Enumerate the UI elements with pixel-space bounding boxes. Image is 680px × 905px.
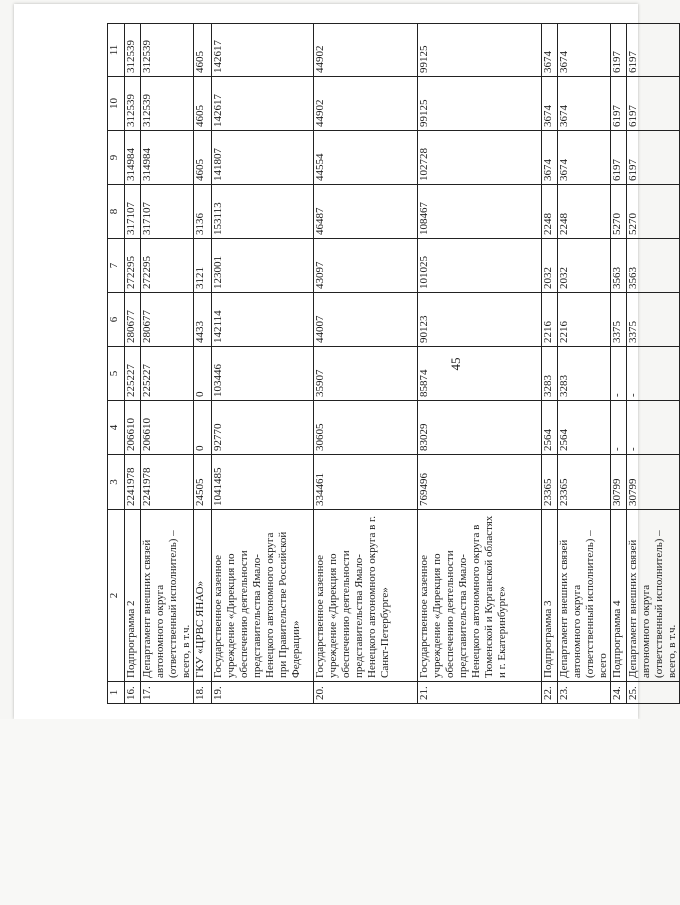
- value-cell: 153113: [212, 185, 314, 239]
- value-cell: 312539: [141, 24, 194, 77]
- header-cell: 1: [108, 682, 125, 704]
- value-cell: 102728: [418, 131, 542, 185]
- value-cell: -: [611, 347, 627, 401]
- value-cell: 280677: [141, 293, 194, 347]
- value-cell: 5270: [611, 185, 627, 239]
- value-cell: 0: [194, 401, 212, 455]
- value-cell: 2241978: [141, 455, 194, 510]
- row-number: 17.: [141, 682, 194, 704]
- header-cell: 2: [108, 510, 125, 682]
- value-cell: 3563: [611, 239, 627, 293]
- value-cell: -: [611, 401, 627, 455]
- value-cell: 6197: [611, 24, 627, 77]
- header-cell: 7: [108, 239, 125, 293]
- value-cell: 314984: [125, 131, 141, 185]
- document-page: [14, 4, 678, 719]
- value-cell: 6197: [627, 24, 680, 77]
- value-cell: 317107: [125, 185, 141, 239]
- header-cell: 11: [108, 24, 125, 77]
- row-name: Департамент внешних связей автономного округа (ответственный исполнитель) – всего: [558, 510, 611, 682]
- value-cell: 35907: [314, 347, 418, 401]
- header-cell: 3: [108, 455, 125, 510]
- row-name: Департамент внешних связей автономного округа (ответственный исполнитель) – всего, в т.ч.: [141, 510, 194, 682]
- table-row: [542, 24, 558, 704]
- value-cell: 0: [194, 347, 212, 401]
- rotated-table-wrapper: [107, 24, 678, 704]
- value-cell: 2032: [558, 239, 611, 293]
- value-cell: 2564: [542, 401, 558, 455]
- value-cell: 30799: [627, 455, 680, 510]
- value-cell: -: [627, 347, 680, 401]
- value-cell: 6197: [611, 77, 627, 131]
- value-cell: 3375: [611, 293, 627, 347]
- header-cell: 9: [108, 131, 125, 185]
- row-name: Государственное казенное учреждение «Дирекция по обеспечению деятельности представительства Ямало-Ненецкого автономного округа в Тюменской и Курганской областях и г. Екатеринбурге»: [418, 510, 542, 682]
- value-cell: 141807: [212, 131, 314, 185]
- value-cell: 3674: [542, 77, 558, 131]
- table-row: [627, 24, 680, 704]
- table-header-row: [108, 24, 125, 704]
- value-cell: 99125: [418, 24, 542, 77]
- value-cell: 225227: [125, 347, 141, 401]
- value-cell: 92770: [212, 401, 314, 455]
- row-number: 18.: [194, 682, 212, 704]
- value-cell: 23365: [542, 455, 558, 510]
- value-cell: 43097: [314, 239, 418, 293]
- value-cell: 769496: [418, 455, 542, 510]
- value-cell: 2216: [558, 293, 611, 347]
- value-cell: 142617: [212, 24, 314, 77]
- value-cell: 44902: [314, 77, 418, 131]
- value-cell: 44554: [314, 131, 418, 185]
- value-cell: 312539: [141, 77, 194, 131]
- page-number: 45: [448, 357, 463, 371]
- row-number: 25.: [627, 682, 680, 704]
- row-number: 16.: [125, 682, 141, 704]
- value-cell: 103446: [212, 347, 314, 401]
- value-cell: 3674: [558, 24, 611, 77]
- value-cell: 334461: [314, 455, 418, 510]
- value-cell: 272295: [141, 239, 194, 293]
- value-cell: 3136: [194, 185, 212, 239]
- value-cell: 280677: [125, 293, 141, 347]
- value-cell: 46487: [314, 185, 418, 239]
- row-name: Государственное казенное учреждение «Дирекция по обеспечению деятельности представительства Ямало-Ненецкого автономного округа при Правительстве Российской Федерации»: [212, 510, 314, 682]
- value-cell: 5270: [627, 185, 680, 239]
- header-cell: 5: [108, 347, 125, 401]
- value-cell: 2248: [558, 185, 611, 239]
- table-row: [125, 24, 141, 704]
- row-name: Государственное казенное учреждение «Дирекция по обеспечению деятельности представительства Ямало-Ненецкого автономного округа в г. Санкт-Петербурге»: [314, 510, 418, 682]
- row-number: 24.: [611, 682, 627, 704]
- value-cell: 4433: [194, 293, 212, 347]
- value-cell: 142114: [212, 293, 314, 347]
- value-cell: -: [627, 401, 680, 455]
- value-cell: 3283: [542, 347, 558, 401]
- row-number: 20.: [314, 682, 418, 704]
- value-cell: 24505: [194, 455, 212, 510]
- value-cell: 6197: [627, 131, 680, 185]
- value-cell: 2241978: [125, 455, 141, 510]
- row-name: ГКУ «ЦРВС ЯНАО»: [194, 510, 212, 682]
- value-cell: 3283: [558, 347, 611, 401]
- row-name: Подпрограмма 3: [542, 510, 558, 682]
- value-cell: 3674: [542, 131, 558, 185]
- value-cell: 44007: [314, 293, 418, 347]
- row-name: Подпрограмма 4: [611, 510, 627, 682]
- scanner-background: [0, 719, 640, 905]
- value-cell: 6197: [611, 131, 627, 185]
- value-cell: 4605: [194, 24, 212, 77]
- value-cell: 6197: [627, 77, 680, 131]
- value-cell: 44902: [314, 24, 418, 77]
- table-row: [558, 24, 611, 704]
- row-number: 21.: [418, 682, 542, 704]
- value-cell: 99125: [418, 77, 542, 131]
- header-cell: 6: [108, 293, 125, 347]
- value-cell: 206610: [125, 401, 141, 455]
- value-cell: 312539: [125, 24, 141, 77]
- value-cell: 3375: [627, 293, 680, 347]
- value-cell: 4605: [194, 131, 212, 185]
- value-cell: 3674: [558, 131, 611, 185]
- header-cell: 10: [108, 77, 125, 131]
- row-number: 22.: [542, 682, 558, 704]
- row-number: 23.: [558, 682, 611, 704]
- value-cell: 206610: [141, 401, 194, 455]
- value-cell: 3121: [194, 239, 212, 293]
- value-cell: 312539: [125, 77, 141, 131]
- table-row: [141, 24, 194, 704]
- value-cell: 30605: [314, 401, 418, 455]
- value-cell: 3563: [627, 239, 680, 293]
- value-cell: 2564: [558, 401, 611, 455]
- value-cell: 317107: [141, 185, 194, 239]
- value-cell: 225227: [141, 347, 194, 401]
- row-name: Подпрограмма 2: [125, 510, 141, 682]
- value-cell: 2248: [542, 185, 558, 239]
- value-cell: 272295: [125, 239, 141, 293]
- value-cell: 30799: [611, 455, 627, 510]
- value-cell: 4605: [194, 77, 212, 131]
- budget-table: [107, 23, 680, 704]
- table-row: [314, 24, 418, 704]
- table-row: [212, 24, 314, 704]
- value-cell: 23365: [558, 455, 611, 510]
- row-name: Департамент внешних связей автономного округа (ответственный исполнитель) – всего, в т.ч.: [627, 510, 680, 682]
- value-cell: 101025: [418, 239, 542, 293]
- value-cell: 2032: [542, 239, 558, 293]
- value-cell: 3674: [558, 77, 611, 131]
- value-cell: 2216: [542, 293, 558, 347]
- value-cell: 3674: [542, 24, 558, 77]
- value-cell: 90123: [418, 293, 542, 347]
- value-cell: 1041485: [212, 455, 314, 510]
- value-cell: 142617: [212, 77, 314, 131]
- header-cell: 8: [108, 185, 125, 239]
- row-number: 19.: [212, 682, 314, 704]
- value-cell: 123001: [212, 239, 314, 293]
- value-cell: 83029: [418, 401, 542, 455]
- value-cell: 314984: [141, 131, 194, 185]
- table-row: [418, 24, 542, 704]
- value-cell: 85874: [418, 347, 542, 401]
- header-cell: 4: [108, 401, 125, 455]
- table-row: [611, 24, 627, 704]
- table-row: [194, 24, 212, 704]
- value-cell: 108467: [418, 185, 542, 239]
